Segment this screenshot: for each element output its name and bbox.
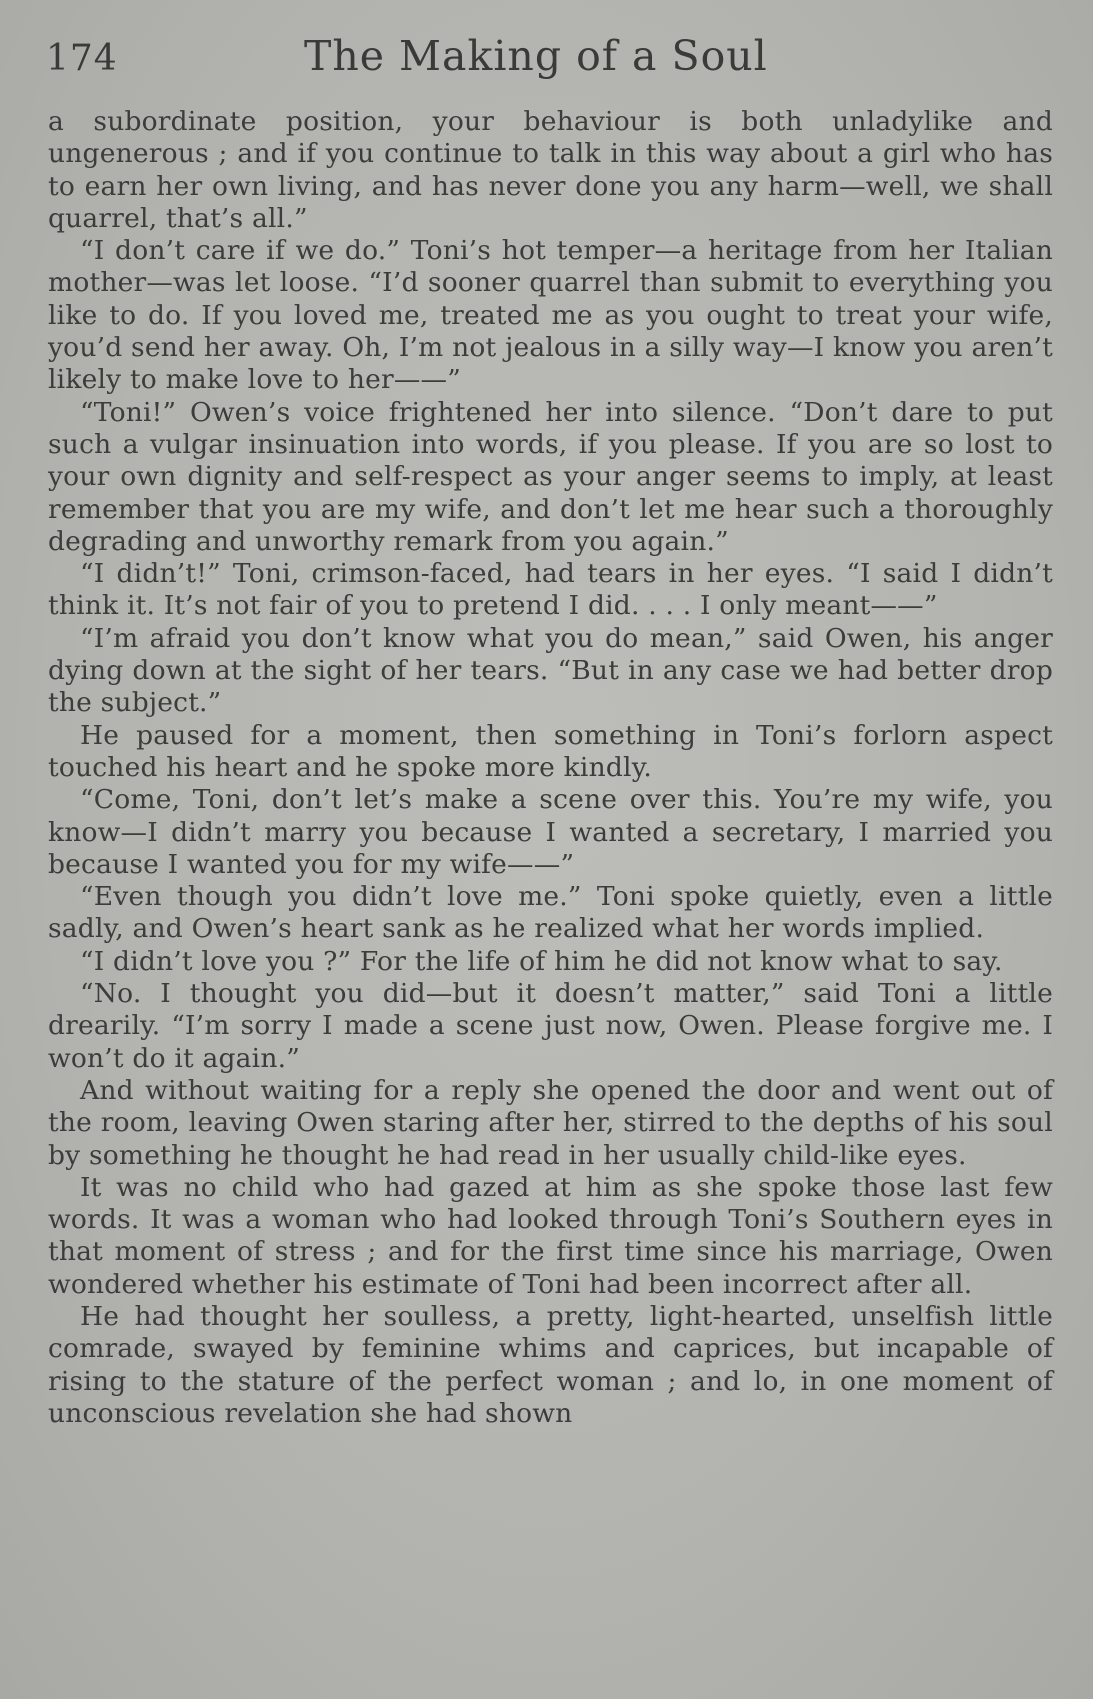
paragraph: “I’m afraid you don’t know what you do mean,” said Owen, his anger dying down at the sight of her tears. “But in any case we had better drop the subject.” (48, 622, 1053, 719)
paragraph: And without waiting for a reply she opened the door and went out of the room, leaving Owen staring after her, stirred to the depths of his soul by something he thought he had read in her usually child-like eyes. (48, 1074, 1053, 1171)
paragraph: “Toni!” Owen’s voice frightened her into silence. “Don’t dare to put such a vulgar insinuation into words, if you please. If you are so lost to your own dignity and self-respect as your anger seems to imply, at least remember that you are my wife, and don’t let me hear such a thoroughly degrading and unworthy remark from you again.” (48, 396, 1053, 557)
body-text (48, 106, 1053, 1430)
paragraph: “I don’t care if we do.” Toni’s hot temper—a heritage from her Italian mother—was let loose. “I’d sooner quarrel than submit to everything you like to do. If you loved me, treated me as you ought to treat your wife, you’d send her away. Oh, I’m not jealous in a silly way—I know you aren’t likely to make love to her——” (48, 235, 1053, 396)
paragraph: “No. I thought you did—but it doesn’t matter,” said Toni a little drearily. “I’m sorry I made a scene just now, Owen. Please forgive me. I won’t do it again.” (48, 978, 1053, 1074)
page-header (46, 32, 1056, 92)
page-number: 174 (46, 38, 118, 79)
paragraph: “Even though you didn’t love me.” Toni spoke quietly, even a little sadly, and Owen’s heart sank as he realized what her words implied. (48, 881, 1053, 945)
paragraph: a subordinate position, your behaviour is both unladylike and ungenerous ; and if you continue to talk in this way about a girl who has to earn her own living, and has never done you any harm—well, we shall quarrel, that’s all.” (48, 106, 1053, 234)
paragraph: “I didn’t love you ?” For the life of him he did not know what to say. (80, 945, 1003, 977)
paragraph: He had thought her soulless, a pretty, light-hearted, unselfish little comrade, swayed by feminine whims and caprices, but incapable of rising to the stature of the perfect woman ; and lo, in one moment of unconscious revelation she had shown (48, 1300, 1053, 1429)
paragraph: “Come, Toni, don’t let’s make a scene over this. You’re my wife, you know—I didn’t marry you because I wanted a secretary, I married you because I wanted you for my wife——” (48, 784, 1053, 880)
running-title: The Making of a Soul (304, 32, 768, 80)
paragraph: It was no child who had gazed at him as she spoke those last few words. It was a woman who had looked through Toni’s Southern eyes in that moment of stress ; and for the first time since his marriage, Owen wondered whether his estimate of Toni had been incorrect after all. (48, 1171, 1053, 1300)
paragraph: “I didn’t!” Toni, crimson-faced, had tears in her eyes. “I said I didn’t think it. It’s not fair of you to pretend I did. . . . I only meant——” (48, 558, 1053, 622)
paragraph: He paused for a moment, then something in Toni’s forlorn aspect touched his heart and he spoke more kindly. (48, 719, 1053, 783)
